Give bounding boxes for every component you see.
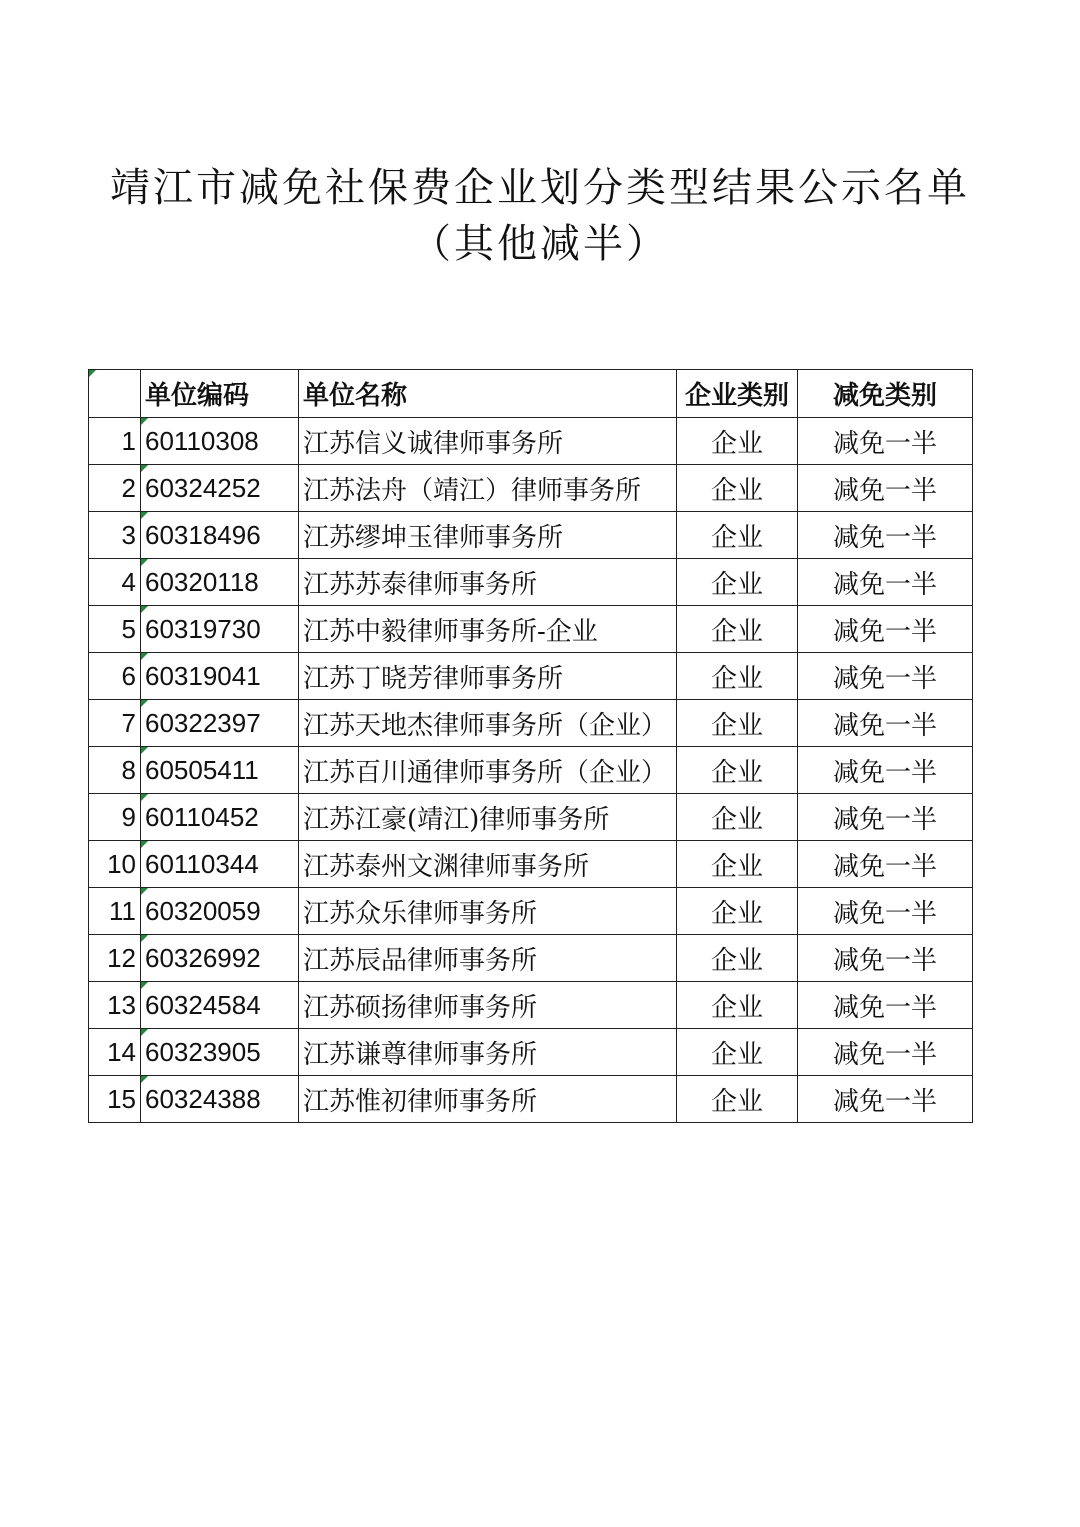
exemption-type-cell: 减免一半 bbox=[798, 841, 973, 888]
table-header-row bbox=[89, 370, 973, 418]
unit-code-cell: 60110308 bbox=[141, 418, 299, 465]
exemption-type-cell: 减免一半 bbox=[798, 559, 973, 606]
unit-code-cell: 60322397 bbox=[141, 700, 299, 747]
unit-name-cell: 江苏百川通律师事务所（企业） bbox=[299, 747, 677, 794]
exemption-type-cell: 减免一半 bbox=[798, 512, 973, 559]
unit-code-cell: 60110344 bbox=[141, 841, 299, 888]
exemption-type-cell: 减免一半 bbox=[798, 606, 973, 653]
unit-code-cell: 60110452 bbox=[141, 794, 299, 841]
row-index: 1 bbox=[89, 418, 141, 465]
company-type-cell: 企业 bbox=[677, 512, 798, 559]
title-line-main: 靖江市减免社保费企业划分类型结果公示名单 bbox=[110, 165, 970, 211]
row-index: 7 bbox=[89, 700, 141, 747]
table-row bbox=[89, 559, 973, 606]
company-list-table bbox=[88, 369, 973, 1123]
title-line-sub: （其他减半） bbox=[411, 221, 669, 267]
row-index: 8 bbox=[89, 747, 141, 794]
exemption-type-cell: 减免一半 bbox=[798, 794, 973, 841]
company-type-cell: 企业 bbox=[677, 1029, 798, 1076]
unit-code-cell: 60324388 bbox=[141, 1076, 299, 1123]
exemption-type-cell: 减免一半 bbox=[798, 1029, 973, 1076]
table-row bbox=[89, 888, 973, 935]
unit-name-cell: 江苏惟初律师事务所 bbox=[299, 1076, 677, 1123]
company-type-cell: 企业 bbox=[677, 841, 798, 888]
unit-name-cell: 江苏苏泰律师事务所 bbox=[299, 559, 677, 606]
table-row bbox=[89, 841, 973, 888]
exemption-type-cell: 减免一半 bbox=[798, 935, 973, 982]
table-row bbox=[89, 700, 973, 747]
row-index: 6 bbox=[89, 653, 141, 700]
company-type-cell: 企业 bbox=[677, 747, 798, 794]
exemption-type-cell: 减免一半 bbox=[798, 888, 973, 935]
table-body bbox=[89, 418, 973, 1123]
unit-name-cell: 江苏信义诚律师事务所 bbox=[299, 418, 677, 465]
row-index: 3 bbox=[89, 512, 141, 559]
company-type-cell: 企业 bbox=[677, 982, 798, 1029]
table-row bbox=[89, 935, 973, 982]
row-index: 12 bbox=[89, 935, 141, 982]
row-index: 13 bbox=[89, 982, 141, 1029]
unit-code-cell: 60319041 bbox=[141, 653, 299, 700]
unit-code-cell: 60318496 bbox=[141, 512, 299, 559]
company-type-cell: 企业 bbox=[677, 1076, 798, 1123]
company-type-cell: 企业 bbox=[677, 700, 798, 747]
unit-code-cell: 60319730 bbox=[141, 606, 299, 653]
exemption-type-cell: 减免一半 bbox=[798, 1076, 973, 1123]
unit-name-cell: 江苏天地杰律师事务所（企业） bbox=[299, 700, 677, 747]
header-unit-code: 单位编码 bbox=[141, 370, 299, 418]
header-index bbox=[89, 370, 141, 418]
unit-code-cell: 60320118 bbox=[141, 559, 299, 606]
document-title bbox=[0, 160, 1080, 272]
unit-code-cell: 60324252 bbox=[141, 465, 299, 512]
row-index: 11 bbox=[89, 888, 141, 935]
table-row bbox=[89, 1029, 973, 1076]
exemption-type-cell: 减免一半 bbox=[798, 747, 973, 794]
table-row bbox=[89, 418, 973, 465]
unit-name-cell: 江苏泰州文渊律师事务所 bbox=[299, 841, 677, 888]
exemption-type-cell: 减免一半 bbox=[798, 982, 973, 1029]
unit-name-cell: 江苏丁晓芳律师事务所 bbox=[299, 653, 677, 700]
row-index: 14 bbox=[89, 1029, 141, 1076]
unit-name-cell: 江苏众乐律师事务所 bbox=[299, 888, 677, 935]
table-row bbox=[89, 1076, 973, 1123]
exemption-type-cell: 减免一半 bbox=[798, 653, 973, 700]
table-row bbox=[89, 794, 973, 841]
unit-code-cell: 60323905 bbox=[141, 1029, 299, 1076]
company-type-cell: 企业 bbox=[677, 794, 798, 841]
unit-name-cell: 江苏辰品律师事务所 bbox=[299, 935, 677, 982]
row-index: 5 bbox=[89, 606, 141, 653]
company-type-cell: 企业 bbox=[677, 888, 798, 935]
unit-name-cell: 江苏谦尊律师事务所 bbox=[299, 1029, 677, 1076]
unit-code-cell: 60505411 bbox=[141, 747, 299, 794]
exemption-type-cell: 减免一半 bbox=[798, 700, 973, 747]
company-type-cell: 企业 bbox=[677, 559, 798, 606]
unit-name-cell: 江苏江豪(靖江)律师事务所 bbox=[299, 794, 677, 841]
header-unit-name: 单位名称 bbox=[299, 370, 677, 418]
company-type-cell: 企业 bbox=[677, 935, 798, 982]
table-row bbox=[89, 982, 973, 1029]
header-exemption-type: 减免类别 bbox=[798, 370, 973, 418]
table-row bbox=[89, 747, 973, 794]
company-type-cell: 企业 bbox=[677, 465, 798, 512]
company-type-cell: 企业 bbox=[677, 653, 798, 700]
table-row bbox=[89, 465, 973, 512]
table-row bbox=[89, 606, 973, 653]
header-company-type: 企业类别 bbox=[677, 370, 798, 418]
unit-code-cell: 60326992 bbox=[141, 935, 299, 982]
unit-name-cell: 江苏硕扬律师事务所 bbox=[299, 982, 677, 1029]
unit-code-cell: 60324584 bbox=[141, 982, 299, 1029]
exemption-type-cell: 减免一半 bbox=[798, 465, 973, 512]
unit-name-cell: 江苏缪坤玉律师事务所 bbox=[299, 512, 677, 559]
unit-name-cell: 江苏中毅律师事务所-企业 bbox=[299, 606, 677, 653]
row-index: 2 bbox=[89, 465, 141, 512]
company-type-cell: 企业 bbox=[677, 606, 798, 653]
row-index: 9 bbox=[89, 794, 141, 841]
unit-name-cell: 江苏法舟（靖江）律师事务所 bbox=[299, 465, 677, 512]
exemption-type-cell: 减免一半 bbox=[798, 418, 973, 465]
table-row bbox=[89, 653, 973, 700]
row-index: 10 bbox=[89, 841, 141, 888]
row-index: 4 bbox=[89, 559, 141, 606]
table-row bbox=[89, 512, 973, 559]
unit-code-cell: 60320059 bbox=[141, 888, 299, 935]
company-type-cell: 企业 bbox=[677, 418, 798, 465]
row-index: 15 bbox=[89, 1076, 141, 1123]
